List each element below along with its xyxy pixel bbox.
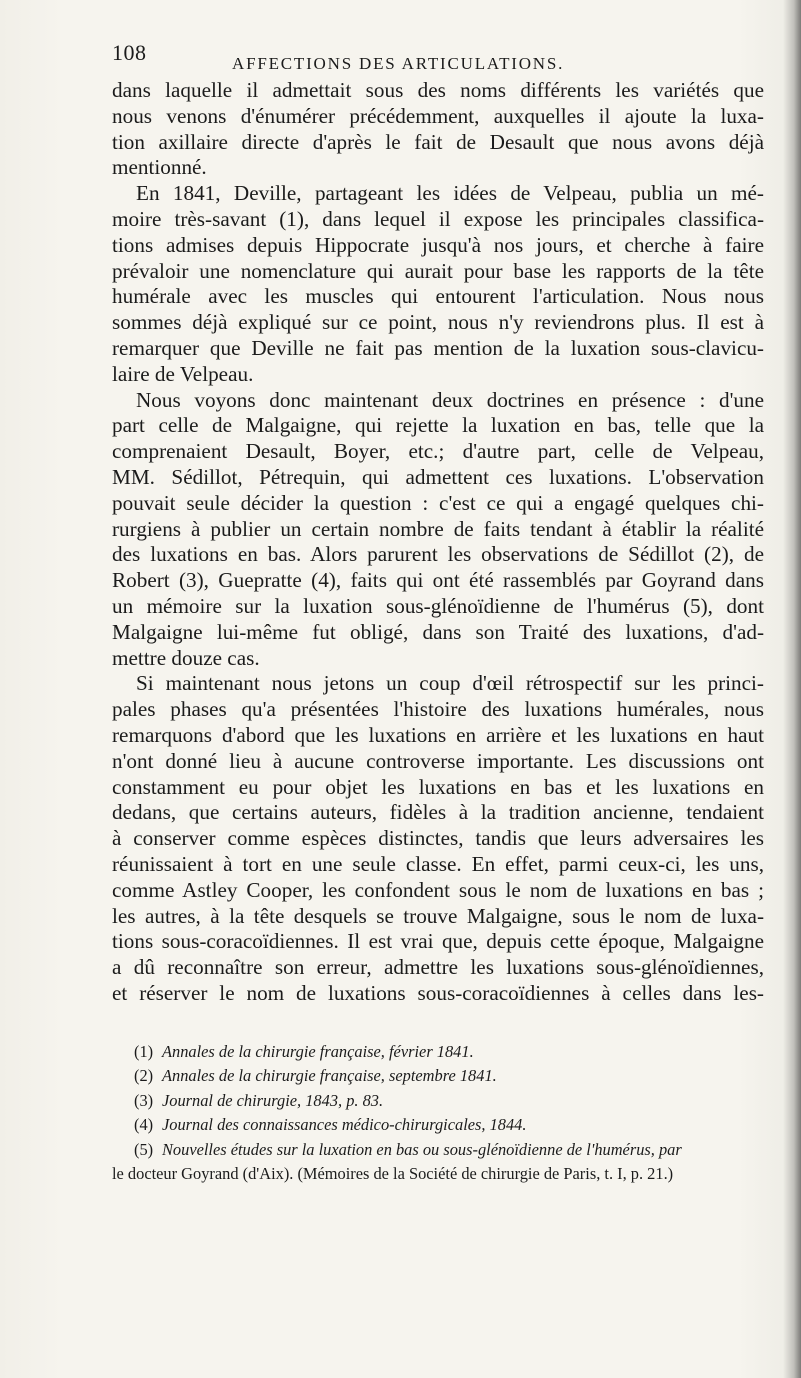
footnote-number: (2) [134,1066,154,1086]
text-line: des luxations en bas. Alors parurent les observations de Sédillot (2), de [112,542,764,567]
footnote-text: Journal de chirurgie, 1843, p. 83. [162,1090,384,1110]
footnote [112,1040,768,1064]
page-number: 108 [112,40,147,65]
text-line: Robert (3), Guepratte (4), faits qui ont été rassemblés par Goyrand dans [112,568,764,593]
text-line: pouvait seule décider la question : c'est ce qui a engagé quelques chi- [112,490,764,515]
running-head: AFFECTIONS DES ARTICULATIONS. [232,54,565,73]
text-line: Si maintenant nous jetons un coup d'œil rétrospectif sur les princi- [136,671,764,696]
text-line: n'ont donné lieu à aucune controverse importante. Les discussions ont [112,748,764,773]
footnote [112,1138,768,1162]
text-line: réunissaient à tort en une seule classe. En effet, parmi ceux-ci, les uns, [112,851,764,876]
text-line: moire très-savant (1), dans lequel il expose les principales classifica- [112,206,764,231]
text-line: tion axillaire directe d'après le fait de Desault que nous avons déjà [112,129,764,154]
footnote-number: (3) [134,1090,154,1110]
text-line: nous venons d'énumérer précédemment, auxquelles il ajoute la luxa- [112,103,764,128]
footnote-number: (5) [134,1139,154,1159]
text-line: sommes déjà expliqué sur ce point, nous n'y reviendrons plus. Il est à [112,310,764,335]
text-line: dedans, que certains auteurs, fidèles à la tradition ancienne, tendaient [112,800,764,825]
text-line: part celle de Malgaigne, qui rejette la luxation en bas, telle que la [112,413,764,438]
footnote-number: (1) [134,1042,154,1061]
text-line: rurgiens à publier un certain nombre de faits tendant à établir la réalité [112,516,764,541]
text-line: prévaloir une nomenclature qui aurait pour base les rapports de la tête [112,258,764,283]
text-line: tions admises depuis Hippocrate jusqu'à nos jours, et cherche à faire [112,232,764,257]
footnote-text: le docteur Goyrand (d'Aix). (Mémoires de la Société de chirurgie de Paris, t. I, p. 21.) [112,1164,674,1184]
footnote-number: (4) [134,1115,154,1135]
text-line: constamment eu pour objet les luxations en bas et les luxations en [112,774,764,799]
text-line: remarquons d'abord que les luxations en arrière et les luxations en haut [112,722,764,747]
footnote [112,1064,768,1088]
footnote [112,1113,768,1137]
text-line: comme Astley Cooper, les confondent sous le nom de luxations en bas ; [112,877,764,902]
page-header [112,40,772,74]
page-edge-shadow [783,0,801,1378]
text-line: comprenaient Desault, Boyer, etc.; d'autre part, celle de Velpeau, [112,439,764,464]
text-line: remarquer que Deville ne fait pas mention de la luxation sous-clavicu- [112,335,764,360]
body-text [112,78,764,1007]
text-line: a dû reconnaître son erreur, admettre les luxations sous-glénoïdiennes, [112,955,764,980]
text-line: Nous voyons donc maintenant deux doctrines en présence : d'une [136,387,764,412]
text-line: dans laquelle il admettait sous des noms différents les variétés que [112,78,764,102]
text-line: et réserver le nom de luxations sous-coracoïdiennes à celles dans les- [112,980,764,1005]
text-line: En 1841, Deville, partageant les idées de Velpeau, publia un mé- [136,181,764,206]
text-line: les autres, à la tête desquels se trouve Malgaigne, sous le nom de luxa- [112,903,764,928]
text-line: mentionné. [112,155,207,180]
text-line: laire de Velpeau. [112,361,254,386]
text-line: pales phases qu'a présentées l'histoire des luxations humérales, nous [112,697,764,722]
footnote-text: Annales de la chirurgie française, février 1841. [162,1042,474,1061]
footnote [112,1089,768,1113]
text-line: un mémoire sur la luxation sous-glénoïdienne de l'humérus (5), dont [112,593,764,618]
footnote-text: Nouvelles études sur la luxation en bas ou sous-glénoïdienne de l'humérus, par [162,1139,682,1159]
footnote-continuation [112,1162,768,1186]
footnotes [112,1040,768,1186]
text-line: à conserver comme espèces distinctes, tandis que leurs adversaires les [112,826,764,851]
footnote-text: Journal des connaissances médico-chirurgicales, 1844. [162,1115,527,1135]
text-line: humérale avec les muscles qui entourent l'articulation. Nous nous [112,284,764,309]
text-line: Malgaigne lui-même fut obligé, dans son Traité des luxations, d'ad- [112,619,764,644]
text-line: tions sous-coracoïdiennes. Il est vrai que, depuis cette époque, Malgaigne [112,929,764,954]
footnote-text: Annales de la chirurgie française, septembre 1841. [162,1066,497,1086]
text-line: mettre douze cas. [112,645,260,670]
text-line: MM. Sédillot, Pétrequin, qui admettent ces luxations. L'observation [112,464,764,489]
